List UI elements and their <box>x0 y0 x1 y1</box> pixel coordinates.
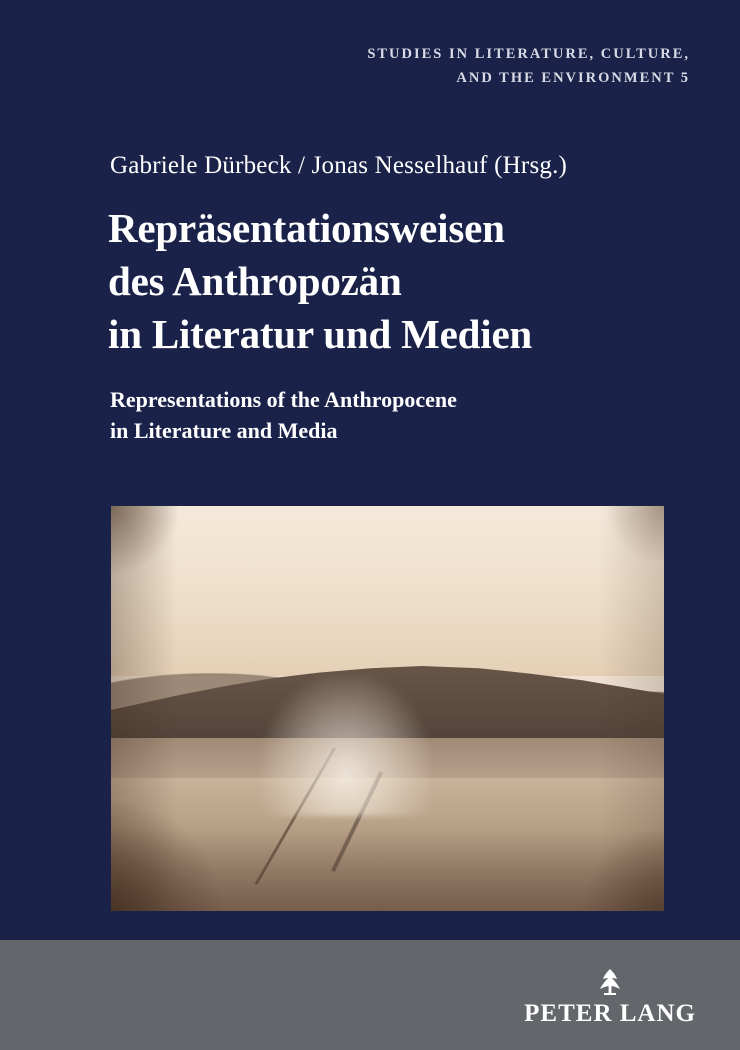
book-subtitle <box>110 384 670 446</box>
book-title-line-2: des Anthropozän <box>108 258 402 304</box>
book-subtitle-line-1: Representations of the Anthropocene <box>110 387 457 412</box>
book-title <box>108 202 688 361</box>
book-title-line-3: in Literatur und Medien <box>108 311 533 357</box>
book-title-line-1: Repräsentationsweisen <box>108 205 505 251</box>
photo-edge-bottom-right <box>574 831 664 911</box>
publisher-name: PETER LANG <box>524 1000 696 1027</box>
book-subtitle-line-2: in Literature and Media <box>110 418 338 443</box>
publisher-logo <box>524 968 696 1028</box>
photo-edge-top-right <box>604 506 664 561</box>
cover-photograph <box>111 506 664 911</box>
photo-edge-bottom-left <box>111 801 221 911</box>
series-title-line-2: AND THE ENVIRONMENT 5 <box>456 70 690 86</box>
photo-edge-top-left <box>111 506 181 576</box>
editors-line: Gabriele Dürbeck / Jonas Nesselhauf (Hrsg.) <box>110 152 568 179</box>
publisher-bar <box>0 940 740 1050</box>
series-title-line-1: STUDIES IN LITERATURE, CULTURE, <box>367 46 690 62</box>
tree-logo-icon <box>593 968 627 996</box>
